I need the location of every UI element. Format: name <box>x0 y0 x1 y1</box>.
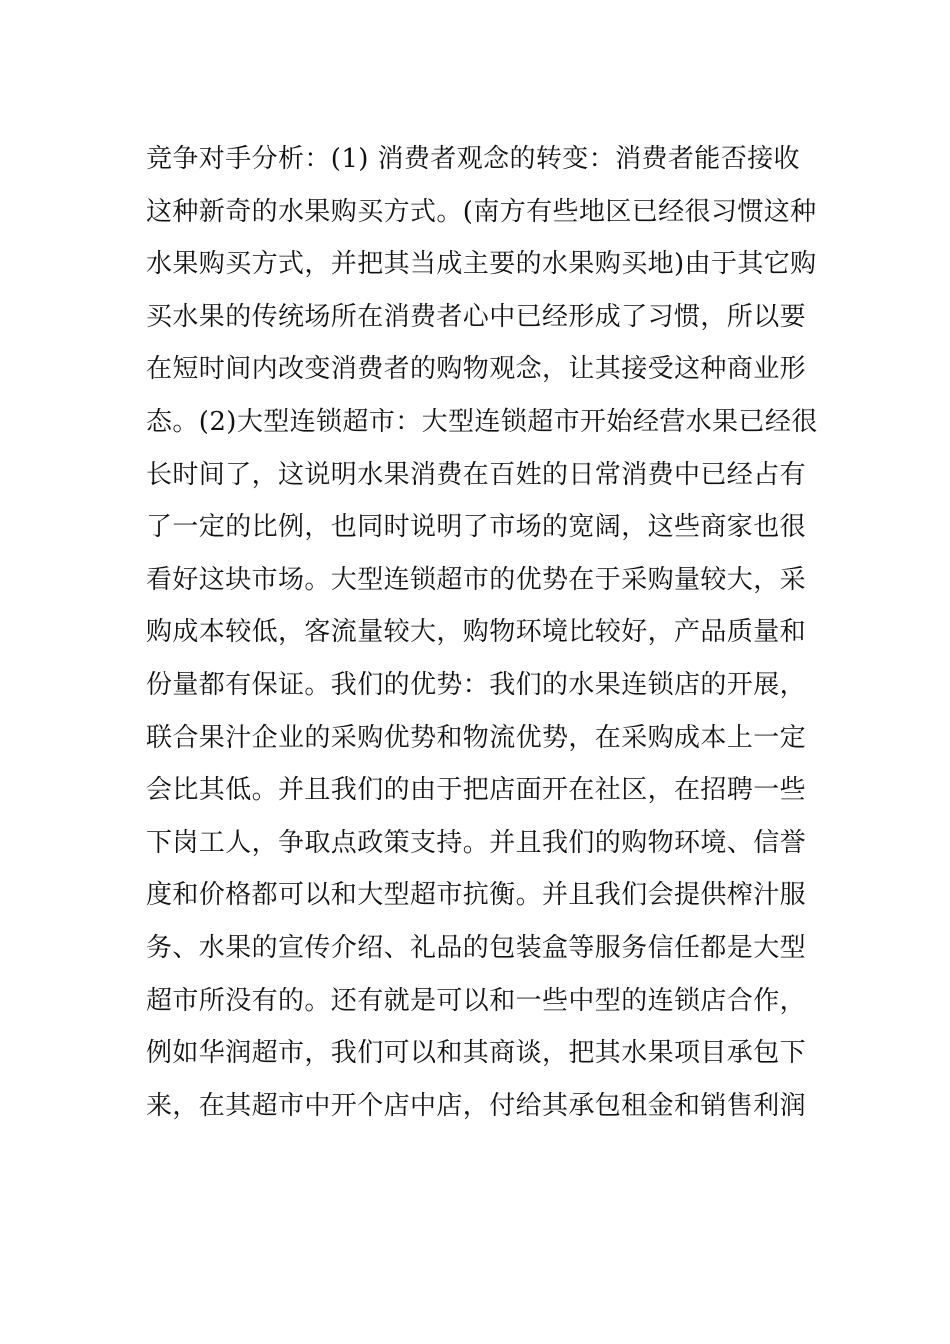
text-line: 在短时间内改变消费者的购物观念，让其接受这种商业形 <box>146 354 807 385</box>
text-line: 了一定的比例，也同时说明了市场的宽阔，这些商家也很 <box>146 512 807 543</box>
text-line: 买水果的传统场所在消费者心中已经形成了习惯，所以要 <box>146 301 807 332</box>
text-line: 看好这块市场。大型连锁超市的优势在于采购量较大，采 <box>146 564 807 595</box>
text-line: 会比其低。并且我们的由于把店面开在社区，在招聘一些 <box>146 775 807 806</box>
text-line: 务、水果的宣传介绍、礼品的包装盒等服务信任都是大型 <box>146 932 807 963</box>
text-line: 这种新奇的水果购买方式。(南方有些地区已经很习惯这种 <box>146 196 817 227</box>
body-text <box>146 133 816 1132</box>
text-line: 例如华润超市，我们可以和其商谈，把其水果项目承包下 <box>146 1038 807 1069</box>
text-line: 度和价格都可以和大型超市抗衡。并且我们会提供榨汁服 <box>146 880 807 911</box>
text-line: 下岗工人，争取点政策支持。并且我们的购物环境、信誉 <box>146 827 807 858</box>
text-line: 长时间了，这说明水果消费在百姓的日常消费中已经占有 <box>146 459 807 490</box>
text-line: 水果购买方式，并把其当成主要的水果购买地)由于其它购 <box>146 249 817 280</box>
text-line: 超市所没有的。还有就是可以和一些中型的连锁店合作， <box>146 985 807 1016</box>
text-line: 购成本较低，客流量较大，购物环境比较好，产品质量和 <box>146 617 807 648</box>
text-line: 来，在其超市中开个店中店，付给其承包租金和销售利润 <box>146 1090 807 1121</box>
text-line: 竞争对手分析：(1) 消费者观念的转变：消费者能否接收 <box>146 144 800 174</box>
text-line: 份量都有保证。我们的优势：我们的水果连锁店的开展， <box>146 669 807 700</box>
text-line: 态。(2)大型连锁超市：大型连锁超市开始经营水果已经很 <box>146 406 818 437</box>
text-line: 联合果汁企业的采购优势和物流优势，在采购成本上一定 <box>146 722 807 753</box>
